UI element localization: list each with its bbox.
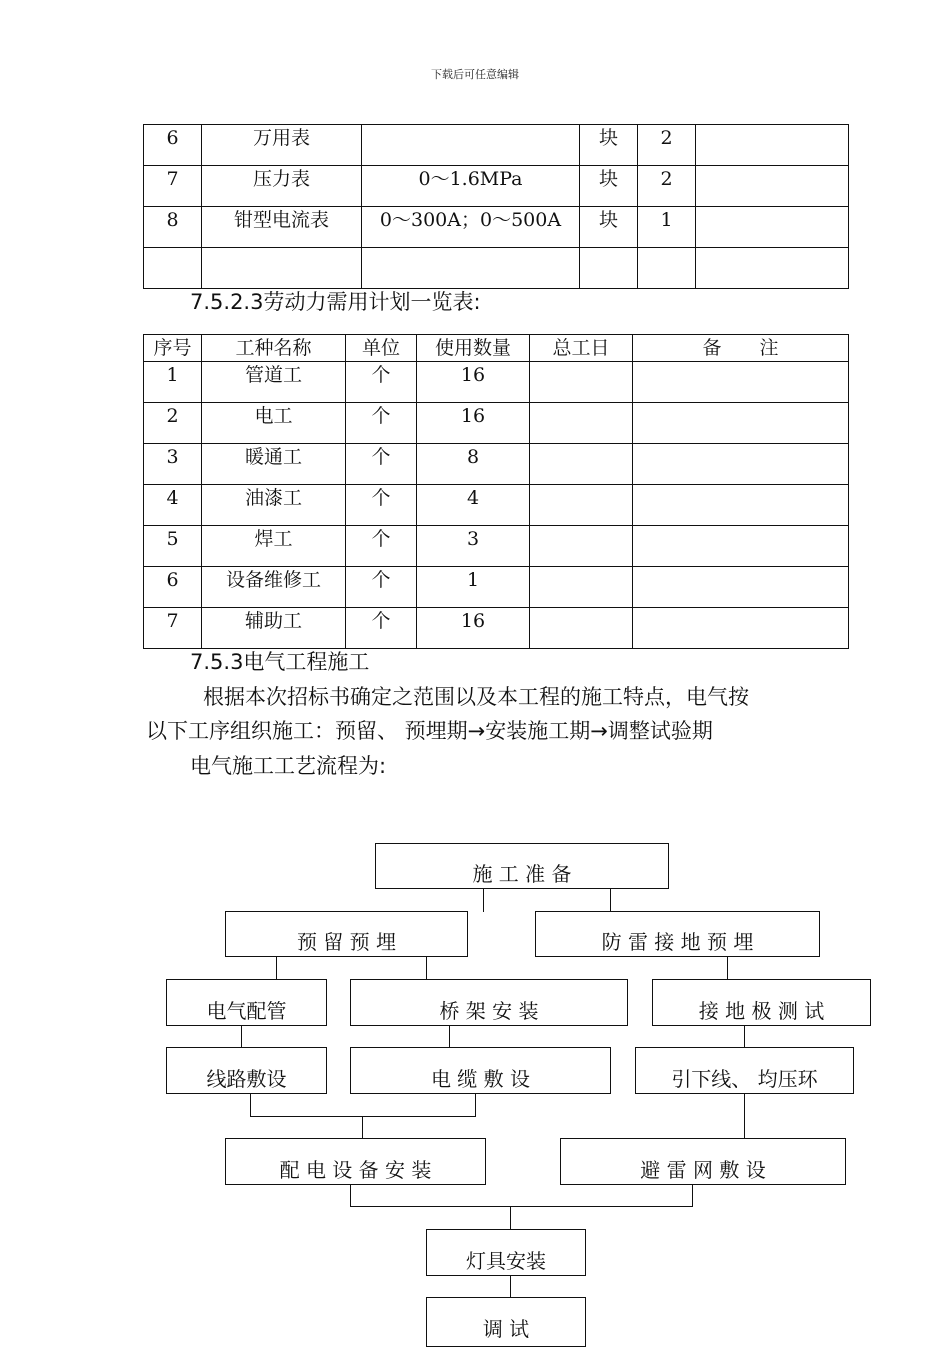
labor-cell bbox=[530, 526, 633, 567]
labor-cell: 3 bbox=[417, 526, 530, 567]
tools-cell: 0～300A；0～500A bbox=[362, 207, 580, 248]
tools-cell bbox=[202, 248, 362, 289]
labor-cell: 4 bbox=[417, 485, 530, 526]
labor-cell: 7 bbox=[144, 608, 202, 649]
labor-cell bbox=[633, 567, 849, 608]
labor-cell: 个 bbox=[346, 362, 417, 403]
box-reserve-embed: 预 留 预 埋 bbox=[225, 911, 468, 957]
labor-row bbox=[144, 444, 849, 485]
labor-header-cell: 工种名称 bbox=[202, 335, 346, 362]
labor-cell: 16 bbox=[417, 403, 530, 444]
tools-cell: 6 bbox=[144, 125, 202, 166]
paragraph-line-2: 以下工序组织施工：预留、 预埋期→安装施工期→调整试验期 bbox=[146, 719, 713, 743]
tools-row bbox=[144, 125, 849, 166]
connector bbox=[250, 1116, 476, 1117]
labor-header-cell: 单位 bbox=[346, 335, 417, 362]
tools-row bbox=[144, 166, 849, 207]
labor-cell: 个 bbox=[346, 403, 417, 444]
tools-cell: 万用表 bbox=[202, 125, 362, 166]
labor-cell: 辅助工 bbox=[202, 608, 346, 649]
flow-intro: 电气施工工艺流程为: bbox=[190, 754, 387, 778]
box-conduit: 电气配管 bbox=[166, 979, 327, 1026]
box-cable-laying: 电 缆 敷 设 bbox=[350, 1047, 611, 1094]
connector bbox=[610, 888, 611, 912]
labor-cell: 个 bbox=[346, 485, 417, 526]
tools-cell: 2 bbox=[638, 125, 696, 166]
labor-cell: 16 bbox=[417, 608, 530, 649]
box-debug: 调 试 bbox=[426, 1297, 586, 1347]
box-lightning-net: 避 雷 网 敷 设 bbox=[560, 1138, 846, 1185]
labor-header-row bbox=[144, 335, 849, 362]
labor-cell bbox=[530, 403, 633, 444]
tools-table bbox=[143, 124, 849, 289]
labor-cell: 焊工 bbox=[202, 526, 346, 567]
tools-row bbox=[144, 248, 849, 289]
labor-cell bbox=[633, 444, 849, 485]
electrical-section-title: 7.5.3电气工程施工 bbox=[190, 650, 370, 674]
labor-cell: 油漆工 bbox=[202, 485, 346, 526]
connector bbox=[350, 1184, 351, 1206]
tools-cell bbox=[638, 248, 696, 289]
connector bbox=[510, 1206, 511, 1229]
connector bbox=[744, 1093, 745, 1139]
labor-cell: 暖通工 bbox=[202, 444, 346, 485]
labor-cell: 4 bbox=[144, 485, 202, 526]
tools-row bbox=[144, 207, 849, 248]
tools-cell: 块 bbox=[580, 166, 638, 207]
tools-cell: 钳型电流表 bbox=[202, 207, 362, 248]
tools-cell: 1 bbox=[638, 207, 696, 248]
labor-row bbox=[144, 485, 849, 526]
labor-cell: 个 bbox=[346, 444, 417, 485]
connector bbox=[727, 956, 728, 980]
labor-cell: 管道工 bbox=[202, 362, 346, 403]
labor-cell: 设备维修工 bbox=[202, 567, 346, 608]
labor-cell: 个 bbox=[346, 608, 417, 649]
labor-cell bbox=[530, 362, 633, 403]
tools-cell bbox=[580, 248, 638, 289]
labor-row bbox=[144, 362, 849, 403]
tools-cell bbox=[362, 125, 580, 166]
labor-cell bbox=[633, 485, 849, 526]
box-distribution-install: 配 电 设 备 安 装 bbox=[225, 1138, 486, 1185]
tools-cell: 压力表 bbox=[202, 166, 362, 207]
tools-cell bbox=[696, 248, 849, 289]
labor-cell bbox=[530, 608, 633, 649]
labor-header-cell: 序号 bbox=[144, 335, 202, 362]
labor-header-cell: 备 注 bbox=[633, 335, 849, 362]
tools-cell: 8 bbox=[144, 207, 202, 248]
connector bbox=[276, 956, 277, 980]
labor-cell: 16 bbox=[417, 362, 530, 403]
box-lightning-ground-embed: 防 雷 接 地 预 埋 bbox=[535, 911, 820, 957]
connector bbox=[250, 1093, 251, 1117]
tools-cell: 7 bbox=[144, 166, 202, 207]
header-note: 下载后可任意编辑 bbox=[431, 68, 519, 81]
connector bbox=[510, 1275, 511, 1298]
labor-header-cell: 总工日 bbox=[530, 335, 633, 362]
labor-cell: 3 bbox=[144, 444, 202, 485]
connector bbox=[475, 1093, 476, 1117]
connector bbox=[692, 1184, 693, 1206]
labor-cell: 1 bbox=[144, 362, 202, 403]
labor-cell: 个 bbox=[346, 567, 417, 608]
connector bbox=[350, 1206, 693, 1207]
labor-cell: 5 bbox=[144, 526, 202, 567]
tools-cell: 0～1.6MPa bbox=[362, 166, 580, 207]
connector bbox=[362, 1116, 363, 1139]
tools-cell bbox=[362, 248, 580, 289]
connector bbox=[426, 956, 427, 980]
labor-table bbox=[143, 334, 849, 649]
labor-cell: 电工 bbox=[202, 403, 346, 444]
box-cable-tray: 桥 架 安 装 bbox=[350, 979, 628, 1026]
labor-cell: 1 bbox=[417, 567, 530, 608]
box-lamp-install: 灯具安装 bbox=[426, 1229, 586, 1276]
labor-cell bbox=[633, 403, 849, 444]
labor-cell bbox=[530, 567, 633, 608]
tools-cell bbox=[696, 166, 849, 207]
box-wiring: 线路敷设 bbox=[166, 1047, 327, 1094]
labor-header-cell: 使用数量 bbox=[417, 335, 530, 362]
labor-cell bbox=[530, 485, 633, 526]
labor-row bbox=[144, 526, 849, 567]
labor-row bbox=[144, 403, 849, 444]
paragraph-line-1: 根据本次招标书确定之范围以及本工程的施工特点，电气按 bbox=[203, 685, 749, 709]
labor-cell: 8 bbox=[417, 444, 530, 485]
tools-cell: 2 bbox=[638, 166, 696, 207]
tools-cell bbox=[144, 248, 202, 289]
labor-cell bbox=[633, 362, 849, 403]
labor-cell: 6 bbox=[144, 567, 202, 608]
tools-cell bbox=[696, 207, 849, 248]
labor-cell bbox=[633, 608, 849, 649]
labor-cell: 2 bbox=[144, 403, 202, 444]
labor-section-title: 7.5.2.3劳动力需用计划一览表: bbox=[190, 290, 481, 314]
box-ground-test: 接 地 极 测 试 bbox=[652, 979, 871, 1026]
labor-row bbox=[144, 608, 849, 649]
tools-cell: 块 bbox=[580, 125, 638, 166]
connector bbox=[241, 1025, 242, 1048]
connector bbox=[744, 1025, 745, 1048]
connector bbox=[483, 888, 484, 912]
tools-cell bbox=[696, 125, 849, 166]
connector bbox=[449, 1025, 450, 1048]
box-prep: 施 工 准 备 bbox=[375, 843, 669, 889]
labor-cell: 个 bbox=[346, 526, 417, 567]
box-down-conductor: 引下线、 均压环 bbox=[635, 1047, 854, 1094]
labor-row bbox=[144, 567, 849, 608]
labor-cell bbox=[530, 444, 633, 485]
labor-cell bbox=[633, 526, 849, 567]
tools-cell: 块 bbox=[580, 207, 638, 248]
